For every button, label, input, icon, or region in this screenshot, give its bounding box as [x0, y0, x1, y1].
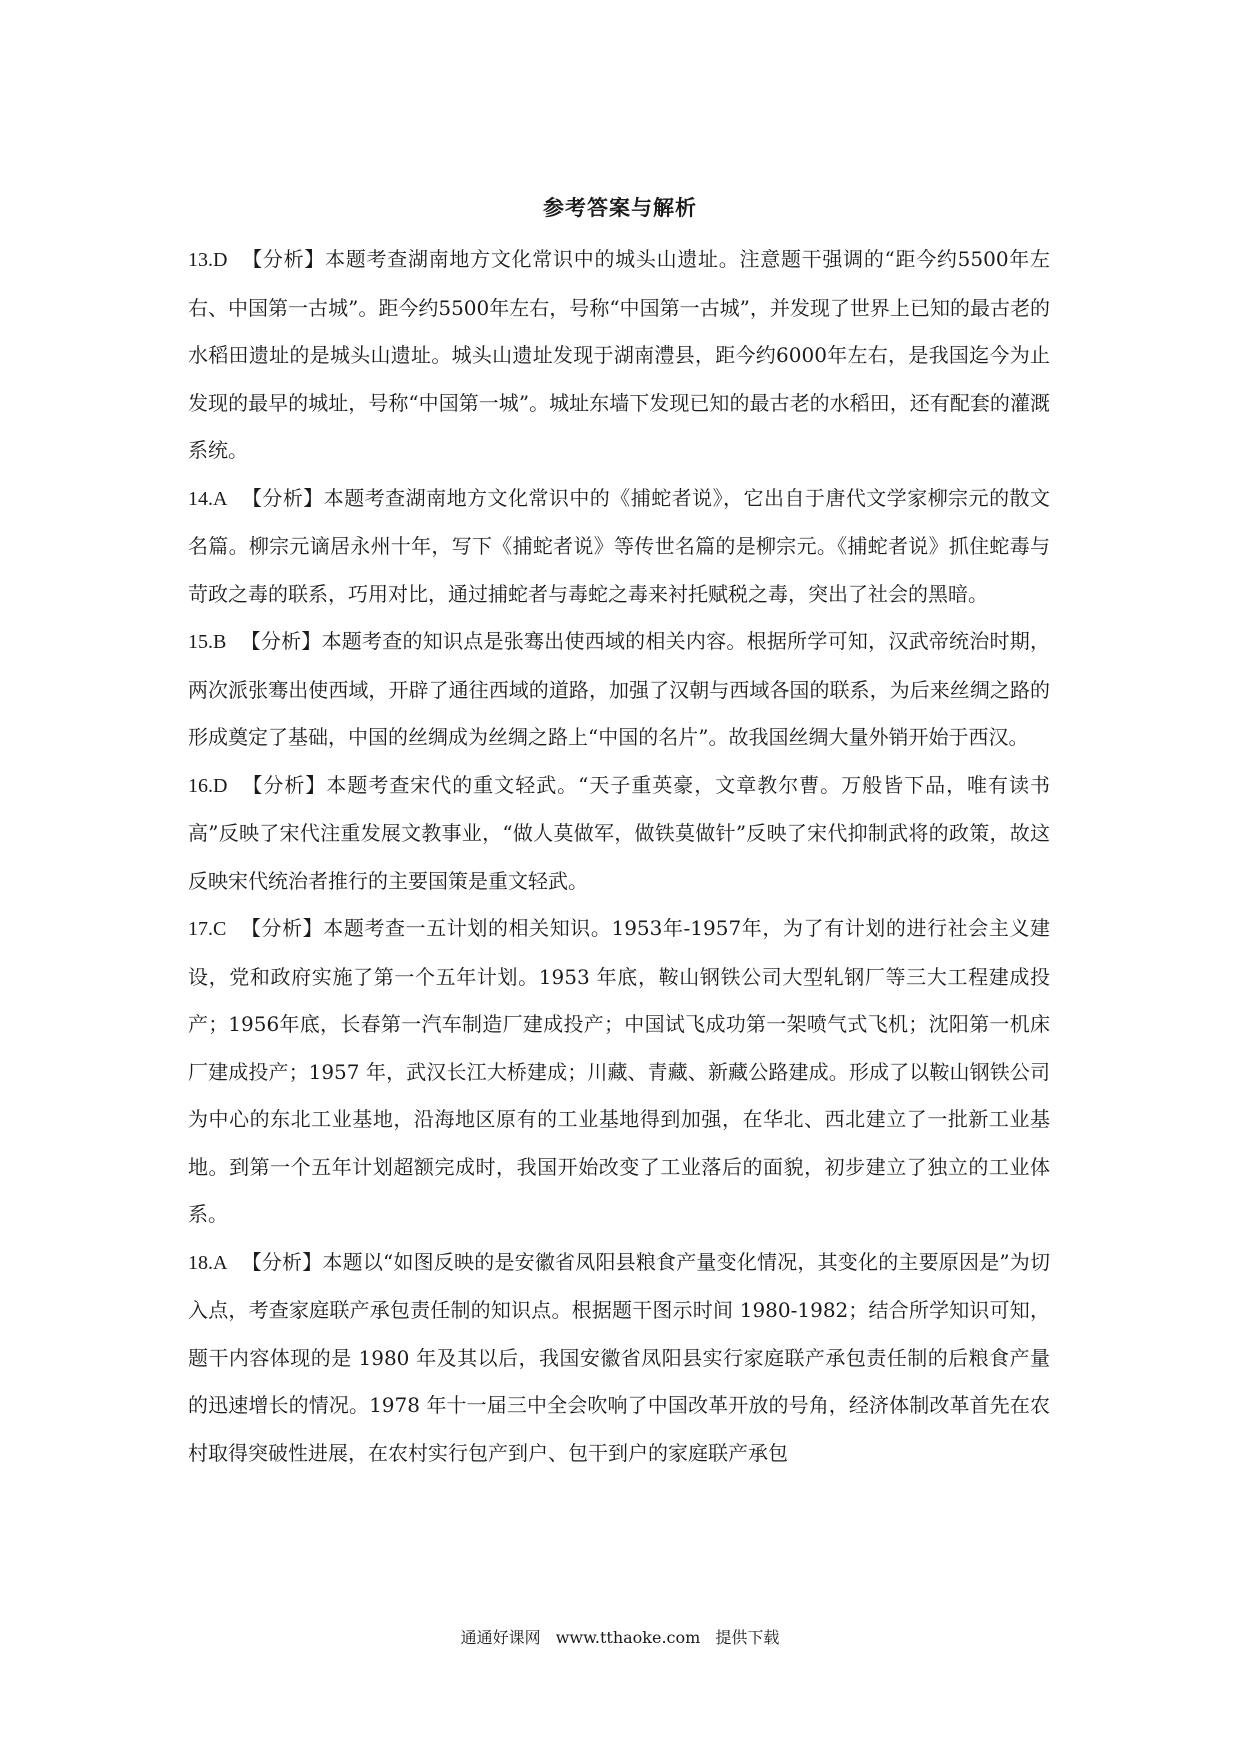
analysis-tag: 【分析】 — [241, 772, 327, 797]
answer-text: 本题考查一五计划的相关知识。1953年-1957年，为了有计划的进行社会主义建设，党和政府实施了第一个五年计划。1953 年底，鞍山钢铁公司大型轧钢厂等三大工程建成投产；1956年底，长春第一汽车制造厂建成投产；中国试飞成功第一架喷气式飞机；沈阳第一机床厂建成投产；1957 年，武汉长江大桥建成；川藏、青藏、新藏公路建成。形成了以鞍山钢铁公司为中心的东北工业基地，沿海地区原有的工业基地得到加强，在华北、西北建立了一批新工业基地。到第一个五年计划超额完成时，我国开始改变了工业落后的面貌，初步建立了独立的工业体系。 — [188, 916, 1050, 1226]
answer-item-16 — [188, 762, 1050, 906]
analysis-tag: 【分析】 — [241, 247, 326, 271]
answer-list — [188, 236, 1050, 1477]
answer-number: 13.D — [188, 249, 228, 271]
answer-item-17 — [188, 905, 1050, 1239]
answer-text: 本题以“如图反映的是安徽省凤阳县粮食产量变化情况，其变化的主要原因是”为切入点，考查家庭联产承包责任制的知识点。根据题干图示时间 1980-1982；结合所学知识可知，题干内容体现的是 1980 年及其以后，我国安徽省凤阳县实行家庭联产承包责任制的后粮食产量的迅速增长的情况。1978 年十一届三中全会吹响了中国改革开放的号角，经济体制改革首先在农村取得突破性进展，在农村实行包产到户、包干到户的家庭联产承包 — [188, 1249, 1051, 1465]
answer-item-18 — [188, 1239, 1050, 1478]
footer-site-name: 通通好课网 — [460, 1628, 541, 1647]
analysis-tag: 【分析】 — [240, 629, 322, 653]
answer-text: 本题考查宋代的重文轻武。“天子重英豪，文章教尔曹。万般皆下品，唯有读书高”反映了宋代注重发展文教事业，“做人莫做军，做铁莫做针”反映了宋代抑制武将的政策，故这反映宋代统治者推行的主要国策是重文轻武。 — [188, 772, 1050, 893]
answer-text: 本题考查湖南地方文化常识中的《捕蛇者说》，它出自于唐代文学家柳宗元的散文名篇。柳宗元谪居永州十年，写下《捕蛇者说》等传世名篇的是柳宗元。《捕蛇者说》抓住蛇毒与苛政之毒的联系，巧用对比，通过捕蛇者与毒蛇之毒来衬托赋税之毒，突出了社会的黑暗。 — [188, 485, 1051, 606]
footer-suffix: 提供下载 — [715, 1628, 780, 1647]
answer-text: 本题考查湖南地方文化常识中的城头山遗址。注意题干强调的“距今约5500年左右、中国第一古城”。距今约5500年左右，号称“中国第一古城”，并发现了世界上已知的最古老的水稻田遗址的是城头山遗址。城头山遗址发现于湖南澧县，距今约6000年左右，是我国迄今为止发现的最早的城址，号称“中国第一城”。城址东墙下发现已知的最古老的水稻田，还有配套的灌溉系统。 — [188, 247, 1050, 462]
answer-number: 18.A — [188, 1251, 228, 1274]
analysis-tag: 【分析】 — [241, 485, 324, 510]
answer-text: 本题考查的知识点是张骞出使西域的相关内容。根据所学可知，汉武帝统治时期，两次派张骞出使西域，开辟了通往西域的道路，加强了汉朝与西域各国的联系，为后来丝绸之路的形成奠定了基础，中国的丝绸成为丝绸之路上“中国的名片”。故我国丝绸大量外销开始于西汉。 — [188, 629, 1051, 749]
analysis-tag: 【分析】 — [241, 1249, 323, 1274]
answer-number: 17.C — [188, 918, 227, 940]
answer-item-13 — [188, 236, 1050, 475]
analysis-tag: 【分析】 — [240, 916, 324, 940]
answer-item-14 — [188, 475, 1050, 619]
footer-url: www.tthaoke.com — [555, 1628, 701, 1647]
answer-number: 15.B — [188, 631, 227, 653]
answer-number: 16.D — [188, 774, 228, 797]
answer-number: 14.A — [188, 487, 228, 510]
answer-item-15 — [188, 618, 1050, 762]
page-footer — [0, 1625, 1240, 1648]
page-title: 参考答案与解析 — [543, 195, 697, 220]
